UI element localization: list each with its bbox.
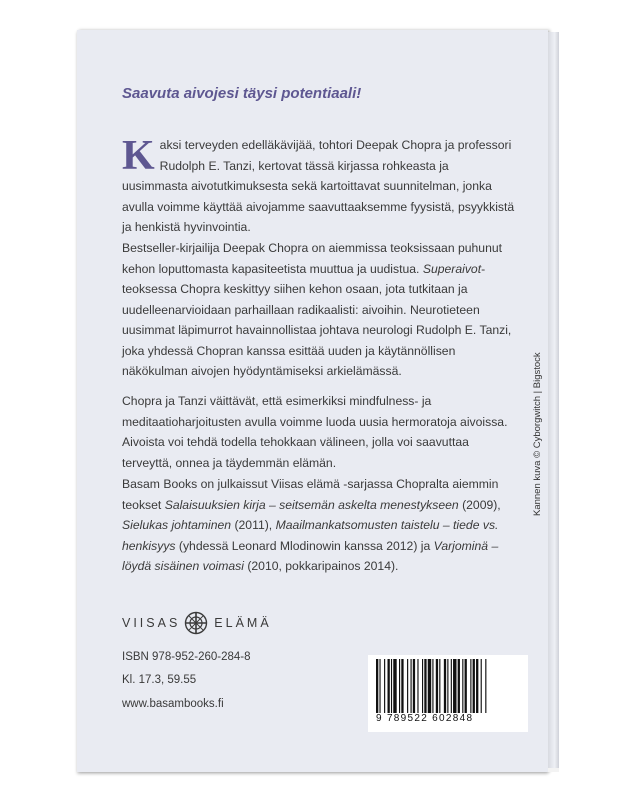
drop-cap: K — [122, 133, 155, 179]
barcode-bars — [374, 659, 524, 713]
barcode-bar — [379, 659, 380, 713]
barcode-bar — [399, 659, 400, 713]
barcode-bar — [401, 659, 403, 713]
barcode-bar — [424, 659, 426, 713]
barcode-bar — [413, 659, 415, 713]
barcode-bar — [465, 659, 467, 713]
series-logo-right: ELÄMÄ — [214, 616, 272, 630]
paragraph-4-text-d: (yhdessä Leonard Mlodinowin kanssa 2012) ja — [175, 538, 434, 553]
paragraph-2-text-b: -teoksessa Chopra keskittyy siihen kehon osaan, jota tutkitaan ja uudelleenarvioidaan parhaillaan radikaalisti: aivoihin. Neurotieteen uusimmat läpimurrot havainnollistaa johtava neurologi Rudolph E. Tanzi, joka yhdessä Chopran kanssa esittää uuden ja käytännöllisen näkökulman aivojen hyödyntämiseksi arkielämässä. — [122, 261, 512, 378]
barcode-bar — [388, 659, 390, 713]
paragraph-4-text-a: Basam Books on julkaissut Viisas elämä -sarjassa Chopralta aiemmin teokset — [122, 477, 499, 512]
barcode-bar — [407, 659, 408, 713]
blurb-paragraph-3 — [122, 391, 517, 473]
barcode-bar — [447, 659, 448, 713]
publisher-website: www.basambooks.fi — [122, 698, 224, 710]
barcode-bar — [444, 659, 446, 713]
barcode-bar — [384, 659, 385, 713]
barcode-bar — [439, 659, 440, 713]
barcode-bar — [485, 659, 486, 713]
blurb-paragraph-1 — [122, 135, 517, 238]
paragraph-4-text-c: (2011), — [231, 518, 276, 532]
barcode-bar — [391, 659, 392, 713]
paragraph-4-text-b: (2009), — [458, 497, 501, 512]
isbn: ISBN 978-952-260-284-8 — [122, 651, 251, 663]
classification: Kl. 17.3, 59.55 — [122, 674, 197, 686]
barcode-bar — [417, 659, 418, 713]
barcode-bar — [432, 659, 433, 713]
tagline: Saavuta aivojesi täysi potentiaali! — [122, 85, 362, 102]
barcode-bar — [422, 659, 423, 713]
paragraph-4-text-e: (2010, pokkaripainos 2014). — [243, 559, 399, 573]
paragraph-3-text: Chopra ja Tanzi väittävät, että esimerkiksi mindfulness- ja meditaatioharjoitusten avulla voimme luoda uusia hermoratoja aivoissa. Aivoista voi tehdä todella tehokkaan välineen, jolla voi saavuttaa terveyttä, onnea ja täydemmän elämän. — [122, 394, 508, 470]
barcode — [368, 655, 528, 732]
barcode-bar — [473, 659, 475, 713]
barcode-bar — [476, 659, 478, 713]
book-title-2: Sielukas johtaminen — [122, 518, 232, 532]
paragraph-2-text-a: Bestseller-kirjailija Deepak Chopra on aiemmissa teoksissaan puhunut kehon loputtomasta kapasiteetista muuttua ja uudistua. — [122, 241, 503, 276]
barcode-number: 9 789522 602848 — [376, 713, 474, 724]
blurb-paragraph-4 — [122, 474, 517, 577]
barcode-bar — [470, 659, 471, 713]
barcode-bar — [436, 659, 438, 713]
book-title-1: Salaisuuksien kirja – seitsemän askelta menestykseen — [164, 497, 459, 512]
blurb-paragraph-2 — [122, 238, 517, 382]
barcode-bar — [428, 659, 431, 713]
barcode-bar — [411, 659, 412, 713]
barcode-bar — [393, 659, 396, 713]
barcode-bar — [462, 659, 463, 713]
book-title-4: Varjominä – löydä sisäinen voimasi — [122, 538, 499, 573]
barcode-bar — [453, 659, 456, 713]
barcode-bar — [458, 659, 460, 713]
barcode-bar — [481, 659, 482, 713]
paragraph-2-book-title: Superaivot — [422, 261, 482, 276]
series-logo-left: VIISAS — [122, 616, 181, 630]
series-logo — [122, 610, 272, 636]
page-edge — [548, 768, 559, 772]
book-edge — [548, 32, 559, 770]
photo-credit: Kannen kuva © Cyborgwitch | Bigstock — [532, 352, 543, 516]
paragraph-1-text: aksi terveyden edelläkävijää, tohtori Deepak Chopra ja professori Rudolph E. Tanzi, kertovat tässä kirjassa rohkeasta ja uusimmasta aivotutkimuksesta sekä kartoittavat suunnitelman, jonka avulla voimme käyttää aivojamme saavuttaaksemme fyysistä, psyykkistä ja henkistä hyvinvointia. — [122, 138, 515, 234]
barcode-bar — [376, 659, 378, 713]
celtic-cross-emblem-icon — [184, 611, 208, 635]
barcode-bar — [451, 659, 452, 713]
book-title-3: Maailmankatsomusten taistelu – tiede vs. henkisyys — [122, 518, 499, 553]
